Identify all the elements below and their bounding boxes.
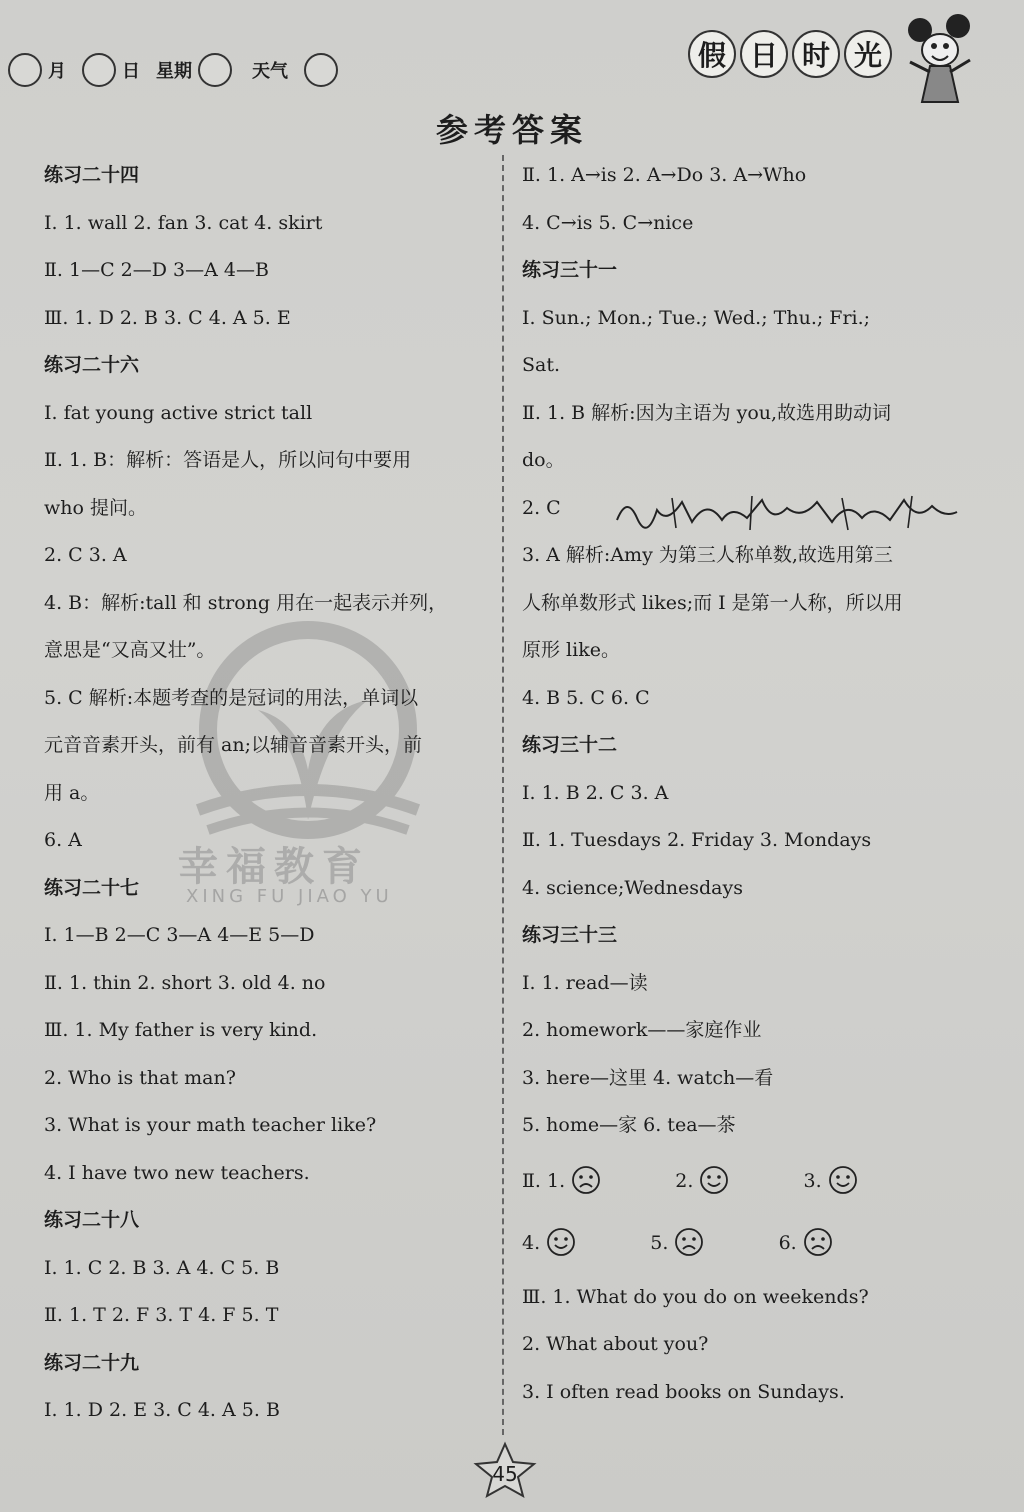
brand-char: 时 [792, 30, 840, 78]
answer-line: Sat. [522, 354, 561, 376]
answer-line: Ⅱ. 1. B：解析：答语是人，所以问句中要用 [44, 449, 412, 471]
section-title: 练习三十二 [522, 734, 618, 756]
answer-line: 元音音素开头，前有 an;以辅音音素开头，前 [44, 734, 423, 756]
answer-line: Ⅰ. 1. B 2. C 3. A [522, 781, 669, 804]
happy-face-icon [546, 1227, 576, 1257]
answer-line: 5. home—家 6. tea—茶 [522, 1114, 736, 1136]
happy-face-icon [699, 1165, 729, 1195]
answer-line: 2. C [522, 496, 561, 519]
day-blank[interactable] [82, 53, 116, 87]
answer-line: Ⅰ. 1. read—读 [522, 971, 648, 994]
answer-line: 5. C 解析:本题考查的是冠词的用法，单词以 [44, 686, 419, 709]
answer-line: Ⅰ. Sun.; Mon.; Tue.; Wed.; Thu.; Fri.; [522, 306, 871, 329]
section-title: 练习三十一 [522, 259, 618, 281]
page-number-text: 45 [492, 1462, 518, 1486]
answer-line: Ⅲ. 1. My father is very kind. [44, 1019, 318, 1041]
answer-line: 2. What about you? [522, 1333, 709, 1355]
answer-line: Ⅱ. 1. B 解析:因为主语为 you,故选用助动词 [522, 401, 892, 424]
brand-logo [688, 30, 892, 78]
weather-blank[interactable] [304, 53, 338, 87]
face-label: 4. [522, 1231, 541, 1254]
answer-line: 4. I have two new teachers. [44, 1161, 310, 1184]
answer-line: 2. C 3. A [44, 544, 127, 566]
day-label: 日 [122, 61, 140, 82]
answer-line: 3. A 解析:Amy 为第三人称单数,故选用第三 [522, 544, 893, 566]
column-divider [502, 155, 504, 1435]
answer-line: Ⅱ. 1. A→is 2. A→Do 3. A→Who [522, 164, 807, 186]
face-label: 6. [778, 1231, 797, 1254]
weekday-blank[interactable] [198, 53, 232, 87]
answer-line: Ⅱ. 1. Tuesdays 2. Friday 3. Mondays [522, 829, 872, 851]
face-label: 3. [803, 1169, 822, 1192]
handwritten-note [612, 490, 962, 534]
sad-face-icon [803, 1227, 833, 1257]
answer-line: 原形 like。 [522, 639, 620, 661]
happy-face-icon [828, 1165, 858, 1195]
faces-row [522, 1150, 968, 1212]
date-weather-header [8, 48, 338, 92]
answer-line: 2. homework——家庭作业 [522, 1019, 762, 1041]
answer-line: Ⅱ. 1. thin 2. short 3. old 4. no [44, 971, 326, 994]
answer-line: 用 a。 [44, 781, 100, 804]
weather-label: 天气 [252, 61, 288, 82]
answer-line: 4. B：解析:tall 和 strong 用在一起表示并列， [44, 591, 448, 614]
brand-char: 日 [740, 30, 788, 78]
answer-line: 4. science;Wednesdays [522, 876, 743, 899]
section-title: 练习二十九 [44, 1351, 140, 1374]
face-label: 5. [650, 1231, 669, 1254]
answer-line: Ⅰ. 1. C 2. B 3. A 4. C 5. B [44, 1256, 280, 1279]
watermark-pinyin: XING FU JIAO YU [186, 886, 393, 907]
answer-line: 4. B 5. C 6. C [522, 686, 650, 709]
answer-line: Ⅲ. 1. What do you do on weekends? [522, 1285, 869, 1308]
month-blank[interactable] [8, 53, 42, 87]
answer-line: 意思是“又高又壮”。 [44, 639, 216, 661]
answer-line: 3. here—这里 4. watch—看 [522, 1066, 774, 1089]
month-label: 月 [48, 61, 66, 82]
weekday-label: 星期 [156, 61, 192, 82]
section-title: 练习二十七 [44, 876, 140, 899]
watermark-name: 幸福教育 [178, 844, 370, 890]
answer-line: Ⅱ. 1. T 2. F 3. T 4. F 5. T [44, 1304, 279, 1326]
brand-char: 假 [688, 30, 736, 78]
answer-line: who 提问。 [44, 496, 147, 519]
section-title: 练习二十八 [44, 1209, 140, 1231]
answer-line: Ⅰ. 1. wall 2. fan 3. cat 4. skirt [44, 211, 323, 234]
answer-line: 6. A [44, 829, 82, 851]
answer-line: 3. What is your math teacher like? [44, 1114, 377, 1136]
mascot-icon [900, 12, 980, 112]
face-label: 2. [675, 1169, 694, 1192]
answer-line: 人称单数形式 likes;而 I 是第一人称，所以用 [522, 591, 903, 614]
answer-line: 4. C→is 5. C→nice [522, 211, 694, 234]
face-label: Ⅱ. 1. [522, 1169, 566, 1192]
answer-line: Ⅰ. 1. D 2. E 3. C 4. A 5. B [44, 1399, 280, 1421]
answer-line: Ⅰ. fat young active strict tall [44, 401, 313, 424]
answer-line: Ⅱ. 1—C 2—D 3—A 4—B [44, 259, 269, 281]
page-title: 参考答案 [435, 111, 588, 149]
section-title: 练习三十三 [522, 924, 618, 946]
section-title: 练习二十六 [44, 354, 140, 376]
page-number [470, 1440, 540, 1500]
right-column [522, 152, 968, 1416]
sad-face-icon [571, 1165, 601, 1195]
faces-row [522, 1212, 968, 1274]
brand-char: 光 [844, 30, 892, 78]
answer-line: Ⅰ. 1—B 2—C 3—A 4—E 5—D [44, 924, 315, 946]
sad-face-icon [674, 1227, 704, 1257]
answer-line: 3. I often read books on Sundays. [522, 1380, 845, 1403]
section-title: 练习二十四 [44, 164, 140, 186]
answer-line: do。 [522, 449, 565, 471]
answer-line: Ⅲ. 1. D 2. B 3. C 4. A 5. E [44, 306, 291, 329]
left-column [44, 152, 488, 1435]
answer-line: 2. Who is that man? [44, 1066, 236, 1089]
